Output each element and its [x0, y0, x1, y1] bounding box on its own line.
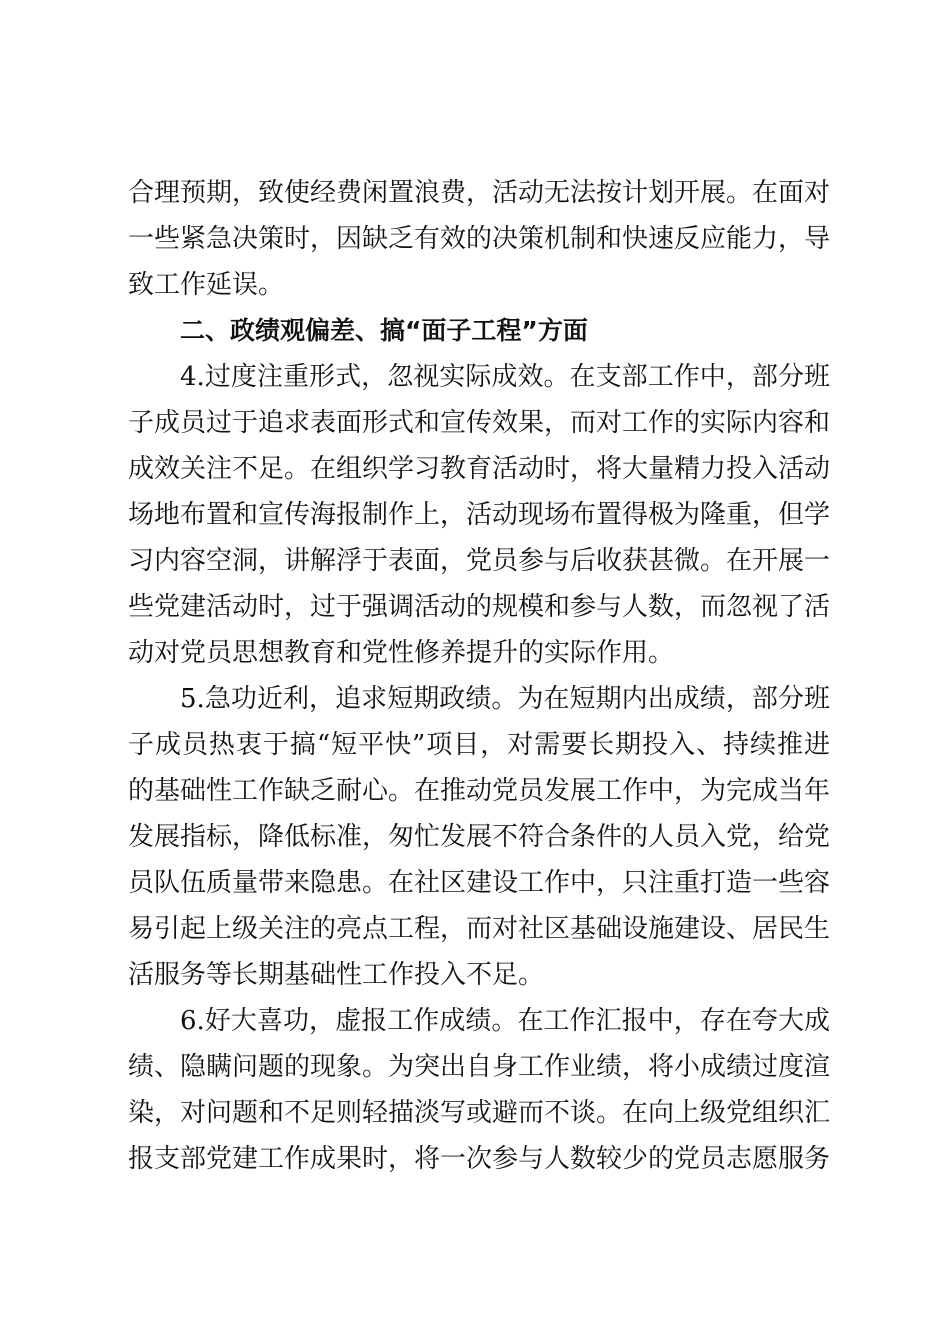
document-body	[128, 170, 830, 1182]
paragraph-item-4: 4.过度注重形式，忽视实际成效。在支部工作中，部分班子成员过于追求表面形式和宣传效果，而对工作的实际内容和成效关注不足。在组织学习教育活动时，将大量精力投入活动场地布置和宣传海报制作上，活动现场布置得极为隆重，但学习内容空洞，讲解浮于表面，党员参与后收获甚微。在开展一些党建活动时，过于强调活动的规模和参与人数，而忽视了活动对党员思想教育和党性修养提升的实际作用。	[128, 362, 831, 668]
section-heading: 二、政绩观偏差、搞“面子工程”方面	[180, 316, 588, 345]
paragraph-item-5: 5.急功近利，追求短期政绩。为在短期内出成绩，部分班子成员热衷于搞“短平快”项目，对需要长期投入、持续推进的基础性工作缺乏耐心。在推动党员发展工作中，为完成当年发展指标，降低标准，匆忙发展不符合条件的人员入党，给党员队伍质量带来隐患。在社区建设工作中，只注重打造一些容易引起上级关注的亮点工程，而对社区基础设施建设、居民生活服务等长期基础性工作投入不足。	[128, 684, 831, 990]
paragraph-item-6: 6.好大喜功，虚报工作成绩。在工作汇报中，存在夸大成绩、隐瞒问题的现象。为突出自身工作业绩，将小成绩过度渲染，对问题和不足则轻描淡写或避而不谈。在向上级党组织汇报支部党建工作成果时，将一次参与人数较少的党员志愿服务	[128, 1006, 831, 1174]
paragraph-continuation: 合理预期，致使经费闲置浪费，活动无法按计划开展。在面对一些紧急决策时，因缺乏有效的决策机制和快速反应能力，导致工作延误。	[128, 178, 831, 300]
